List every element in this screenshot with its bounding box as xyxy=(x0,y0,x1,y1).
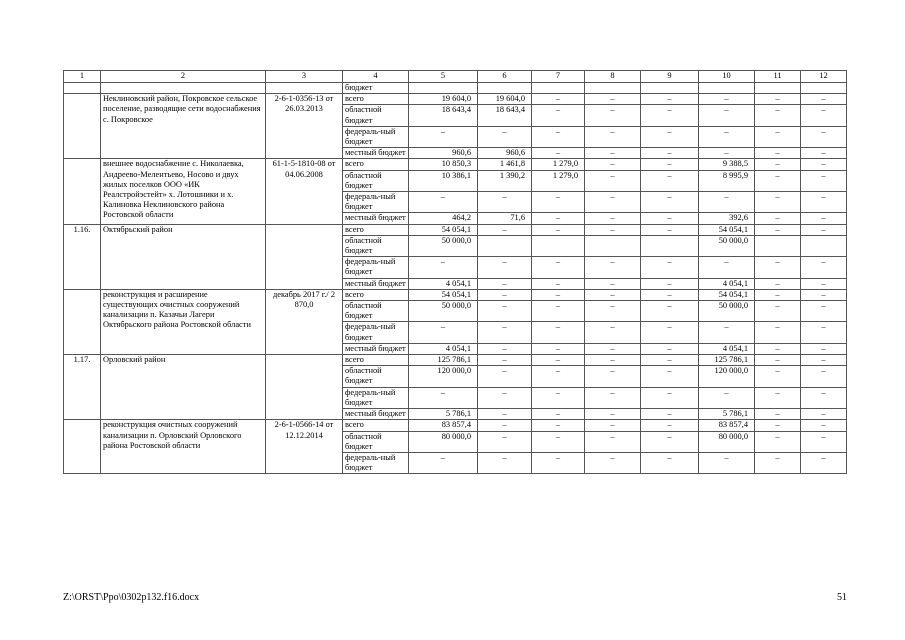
value-cell: – xyxy=(532,94,585,105)
value-cell: – xyxy=(801,322,847,343)
row-number xyxy=(64,159,101,224)
value-cell: – xyxy=(532,192,585,213)
value-cell: – xyxy=(478,366,532,387)
value-cell: – xyxy=(585,159,641,170)
value-cell: – xyxy=(641,301,699,322)
value-cell: – xyxy=(641,213,699,224)
value-cell: – xyxy=(755,322,801,343)
value-cell: – xyxy=(755,105,801,126)
value-cell: 960,6 xyxy=(409,148,478,159)
value-cell: – xyxy=(641,387,699,408)
value-cell: – xyxy=(585,343,641,354)
value-cell: – xyxy=(585,366,641,387)
value-cell: 4 054,1 xyxy=(409,343,478,354)
value-cell: – xyxy=(641,322,699,343)
document-ref: 2-6-1-0356-13 от 26.03.2013 xyxy=(266,94,343,159)
funding-source-label: местный бюджет xyxy=(343,213,409,224)
document-ref: 2-6-1-0566-14 от 12.12.2014 xyxy=(266,420,343,474)
funding-source-label: федераль-ный бюджет xyxy=(343,257,409,278)
value-cell xyxy=(478,235,532,256)
funding-source-label: федераль-ный бюджет xyxy=(343,322,409,343)
value-cell: – xyxy=(801,301,847,322)
page-number: 51 xyxy=(837,592,847,603)
value-cell: – xyxy=(585,224,641,235)
empty-cell xyxy=(101,83,266,94)
value-cell: 50 000,0 xyxy=(699,235,755,256)
column-header-12: 12 xyxy=(801,71,847,83)
value-cell: 19 604,0 xyxy=(409,94,478,105)
value-cell: 80 000,0 xyxy=(699,431,755,452)
table-row xyxy=(64,224,847,235)
value-cell: 50 000,0 xyxy=(409,301,478,322)
empty-cell xyxy=(801,83,847,94)
document-ref: декабрь 2017 г./ 2 870,0 xyxy=(266,289,343,354)
value-cell: – xyxy=(585,94,641,105)
value-cell: – xyxy=(585,213,641,224)
value-cell: – xyxy=(641,289,699,300)
empty-cell xyxy=(641,83,699,94)
value-cell: – xyxy=(585,126,641,147)
value-cell: – xyxy=(585,409,641,420)
value-cell: – xyxy=(585,192,641,213)
row-number xyxy=(64,420,101,474)
funding-source-label: федераль-ный бюджет xyxy=(343,452,409,473)
value-cell: – xyxy=(699,387,755,408)
value-cell: – xyxy=(755,148,801,159)
value-cell: – xyxy=(801,420,847,431)
value-cell: 125 786,1 xyxy=(699,355,755,366)
value-cell: – xyxy=(532,278,585,289)
empty-cell xyxy=(266,83,343,94)
value-cell: – xyxy=(641,257,699,278)
table-header xyxy=(64,71,847,83)
funding-source-label: областной бюджет xyxy=(343,366,409,387)
value-cell: – xyxy=(699,322,755,343)
column-header-7: 7 xyxy=(532,71,585,83)
funding-source-label: всего xyxy=(343,94,409,105)
value-cell xyxy=(755,235,801,256)
value-cell xyxy=(641,235,699,256)
funding-source-label: всего xyxy=(343,224,409,235)
column-header-3: 3 xyxy=(266,71,343,83)
funding-source-label: федераль-ный бюджет xyxy=(343,126,409,147)
table-row xyxy=(64,355,847,366)
value-cell: – xyxy=(801,94,847,105)
funding-source-label: местный бюджет xyxy=(343,148,409,159)
value-cell: – xyxy=(699,452,755,473)
value-cell: – xyxy=(585,420,641,431)
value-cell: – xyxy=(409,257,478,278)
value-cell: 71,6 xyxy=(478,213,532,224)
value-cell: 80 000,0 xyxy=(409,431,478,452)
value-cell: – xyxy=(532,355,585,366)
value-cell: – xyxy=(478,278,532,289)
value-cell: – xyxy=(478,420,532,431)
continuation-row xyxy=(64,83,847,94)
funding-source-label: областной бюджет xyxy=(343,301,409,322)
value-cell: – xyxy=(641,159,699,170)
value-cell: 18 643,4 xyxy=(409,105,478,126)
value-cell: – xyxy=(755,366,801,387)
row-number xyxy=(64,94,101,159)
value-cell: – xyxy=(409,452,478,473)
value-cell: – xyxy=(478,387,532,408)
value-cell: 125 786,1 xyxy=(409,355,478,366)
continuation-label: бюджет xyxy=(343,83,409,94)
value-cell: – xyxy=(641,355,699,366)
value-cell: – xyxy=(641,452,699,473)
funding-source-label: областной бюджет xyxy=(343,105,409,126)
value-cell: – xyxy=(478,126,532,147)
empty-cell xyxy=(478,83,532,94)
column-header-9: 9 xyxy=(641,71,699,83)
value-cell: – xyxy=(801,224,847,235)
value-cell: – xyxy=(585,105,641,126)
table-row xyxy=(64,94,847,105)
column-header-8: 8 xyxy=(585,71,641,83)
table-row xyxy=(64,289,847,300)
value-cell: – xyxy=(641,278,699,289)
object-name: Орловский район xyxy=(101,355,266,420)
value-cell: – xyxy=(755,278,801,289)
value-cell: – xyxy=(532,452,585,473)
value-cell: – xyxy=(641,192,699,213)
value-cell: 1 279,0 xyxy=(532,159,585,170)
value-cell: – xyxy=(641,126,699,147)
value-cell: – xyxy=(801,105,847,126)
value-cell: 120 000,0 xyxy=(699,366,755,387)
value-cell: – xyxy=(641,224,699,235)
value-cell: 8 995,9 xyxy=(699,170,755,191)
value-cell: – xyxy=(532,409,585,420)
value-cell: – xyxy=(585,387,641,408)
value-cell: – xyxy=(585,289,641,300)
value-cell: – xyxy=(801,409,847,420)
funding-source-label: областной бюджет xyxy=(343,431,409,452)
value-cell: 960,6 xyxy=(478,148,532,159)
value-cell: – xyxy=(641,105,699,126)
value-cell: – xyxy=(532,213,585,224)
value-cell: – xyxy=(532,366,585,387)
object-name: Неклиновский район, Покровское сельское поселение, разводящие сети водоснабжения с. Покровское xyxy=(101,94,266,159)
value-cell: – xyxy=(801,148,847,159)
value-cell: 54 054,1 xyxy=(699,224,755,235)
value-cell: – xyxy=(532,343,585,354)
value-cell: – xyxy=(801,431,847,452)
value-cell: 50 000,0 xyxy=(409,235,478,256)
value-cell: 83 857,4 xyxy=(409,420,478,431)
value-cell: – xyxy=(801,355,847,366)
value-cell: – xyxy=(478,224,532,235)
value-cell: – xyxy=(801,257,847,278)
value-cell: – xyxy=(478,192,532,213)
value-cell: – xyxy=(478,343,532,354)
table-body xyxy=(64,83,847,474)
value-cell: – xyxy=(532,289,585,300)
value-cell: – xyxy=(585,170,641,191)
empty-cell xyxy=(532,83,585,94)
funding-source-label: всего xyxy=(343,289,409,300)
value-cell: – xyxy=(699,257,755,278)
value-cell: – xyxy=(801,452,847,473)
value-cell: 54 054,1 xyxy=(409,289,478,300)
column-header-5: 5 xyxy=(409,71,478,83)
funding-source-label: всего xyxy=(343,420,409,431)
row-number: 1.16. xyxy=(64,224,101,289)
value-cell: – xyxy=(801,343,847,354)
value-cell: – xyxy=(532,148,585,159)
value-cell: 1 279,0 xyxy=(532,170,585,191)
column-header-11: 11 xyxy=(755,71,801,83)
value-cell: – xyxy=(755,409,801,420)
object-name: Октябрьский район xyxy=(101,224,266,289)
value-cell: – xyxy=(585,355,641,366)
value-cell: – xyxy=(532,257,585,278)
value-cell: – xyxy=(699,126,755,147)
table-row xyxy=(64,159,847,170)
value-cell: – xyxy=(641,148,699,159)
row-number xyxy=(64,289,101,354)
value-cell: – xyxy=(641,431,699,452)
value-cell: – xyxy=(409,322,478,343)
value-cell: 1 390,2 xyxy=(478,170,532,191)
value-cell: – xyxy=(699,192,755,213)
value-cell: – xyxy=(478,289,532,300)
value-cell: 10 850,3 xyxy=(409,159,478,170)
value-cell xyxy=(532,235,585,256)
document-ref xyxy=(266,355,343,420)
value-cell: – xyxy=(755,343,801,354)
value-cell: – xyxy=(699,148,755,159)
empty-cell xyxy=(64,83,101,94)
value-cell: – xyxy=(532,224,585,235)
funding-source-label: местный бюджет xyxy=(343,343,409,354)
value-cell: – xyxy=(478,322,532,343)
value-cell: – xyxy=(755,420,801,431)
value-cell: – xyxy=(532,431,585,452)
column-header-4: 4 xyxy=(343,71,409,83)
document-ref: 61-1-5-1810-08 от 04.06.2008 xyxy=(266,159,343,224)
value-cell: – xyxy=(585,278,641,289)
value-cell: 392,6 xyxy=(699,213,755,224)
table-row xyxy=(64,420,847,431)
value-cell: – xyxy=(755,192,801,213)
value-cell: – xyxy=(641,409,699,420)
value-cell: 464,2 xyxy=(409,213,478,224)
value-cell: – xyxy=(801,366,847,387)
value-cell: 4 054,1 xyxy=(409,278,478,289)
value-cell: 120 000,0 xyxy=(409,366,478,387)
value-cell: – xyxy=(801,170,847,191)
value-cell: – xyxy=(699,94,755,105)
value-cell: – xyxy=(755,452,801,473)
funding-source-label: областной бюджет xyxy=(343,170,409,191)
value-cell: – xyxy=(585,257,641,278)
value-cell: – xyxy=(801,159,847,170)
column-header-6: 6 xyxy=(478,71,532,83)
value-cell: – xyxy=(641,94,699,105)
value-cell: – xyxy=(532,387,585,408)
value-cell: – xyxy=(755,126,801,147)
value-cell: – xyxy=(532,322,585,343)
value-cell: – xyxy=(409,126,478,147)
value-cell: – xyxy=(801,192,847,213)
value-cell: – xyxy=(755,257,801,278)
column-header-2: 2 xyxy=(101,71,266,83)
object-name: реконструкция и расширение существующих очистных сооружений канализации п. Казачьи Лагери Октябрьского района Ростовской области xyxy=(101,289,266,354)
value-cell: – xyxy=(801,213,847,224)
value-cell: – xyxy=(755,301,801,322)
value-cell: 5 786,1 xyxy=(409,409,478,420)
value-cell: – xyxy=(755,431,801,452)
value-cell: – xyxy=(801,289,847,300)
value-cell: – xyxy=(478,257,532,278)
value-cell: – xyxy=(478,301,532,322)
value-cell: 10 386,1 xyxy=(409,170,478,191)
value-cell: 4 054,1 xyxy=(699,343,755,354)
value-cell: – xyxy=(478,355,532,366)
funding-source-label: местный бюджет xyxy=(343,278,409,289)
value-cell: 18 643,4 xyxy=(478,105,532,126)
value-cell: – xyxy=(641,420,699,431)
value-cell: – xyxy=(478,431,532,452)
value-cell: – xyxy=(801,387,847,408)
value-cell: 54 054,1 xyxy=(699,289,755,300)
object-name: внешнее водоснабжение с. Николаевка, Андреево-Мелентьево, Носово и двух жилых поселков ООО «ИК Реалстройэстейт» х. Лотошники и х. Калиновка Неклиновского района Ростовской области xyxy=(101,159,266,224)
value-cell: 5 786,1 xyxy=(699,409,755,420)
value-cell: – xyxy=(478,409,532,420)
funding-source-label: всего xyxy=(343,159,409,170)
value-cell: 9 388,5 xyxy=(699,159,755,170)
column-header-10: 10 xyxy=(699,71,755,83)
empty-cell xyxy=(585,83,641,94)
funding-source-label: федераль-ный бюджет xyxy=(343,192,409,213)
value-cell: – xyxy=(641,366,699,387)
value-cell: – xyxy=(478,452,532,473)
value-cell: – xyxy=(755,224,801,235)
value-cell: 19 604,0 xyxy=(478,94,532,105)
value-cell: – xyxy=(641,343,699,354)
empty-cell xyxy=(755,83,801,94)
value-cell: 50 000,0 xyxy=(699,301,755,322)
value-cell: – xyxy=(801,278,847,289)
value-cell: 54 054,1 xyxy=(409,224,478,235)
value-cell: – xyxy=(532,301,585,322)
value-cell: – xyxy=(585,301,641,322)
value-cell: – xyxy=(532,420,585,431)
value-cell: – xyxy=(585,322,641,343)
value-cell: – xyxy=(409,192,478,213)
value-cell: – xyxy=(585,452,641,473)
value-cell xyxy=(801,235,847,256)
value-cell: – xyxy=(532,105,585,126)
row-number: 1.17. xyxy=(64,355,101,420)
value-cell: – xyxy=(755,387,801,408)
value-cell: – xyxy=(409,387,478,408)
funding-source-label: федераль-ный бюджет xyxy=(343,387,409,408)
value-cell: – xyxy=(755,170,801,191)
value-cell: – xyxy=(699,105,755,126)
value-cell: – xyxy=(755,213,801,224)
document-ref xyxy=(266,224,343,289)
value-cell: – xyxy=(641,170,699,191)
value-cell: – xyxy=(801,126,847,147)
value-cell: – xyxy=(532,126,585,147)
value-cell: – xyxy=(755,94,801,105)
value-cell: 1 461,8 xyxy=(478,159,532,170)
funding-source-label: областной бюджет xyxy=(343,235,409,256)
value-cell: 4 054,1 xyxy=(699,278,755,289)
value-cell: – xyxy=(755,159,801,170)
funding-source-label: местный бюджет xyxy=(343,409,409,420)
value-cell: – xyxy=(755,289,801,300)
value-cell xyxy=(585,235,641,256)
empty-cell xyxy=(699,83,755,94)
column-header-1: 1 xyxy=(64,71,101,83)
empty-cell xyxy=(409,83,478,94)
value-cell: – xyxy=(585,148,641,159)
object-name: реконструкция очистных сооружений канализации п. Орловский Орловского района Ростовской области xyxy=(101,420,266,474)
budget-table xyxy=(63,70,847,474)
value-cell: – xyxy=(585,431,641,452)
footer-file-path: Z:\ORST\Ppo\0302p132.f16.docx xyxy=(63,592,200,603)
funding-source-label: всего xyxy=(343,355,409,366)
value-cell: – xyxy=(755,355,801,366)
value-cell: 83 857,4 xyxy=(699,420,755,431)
